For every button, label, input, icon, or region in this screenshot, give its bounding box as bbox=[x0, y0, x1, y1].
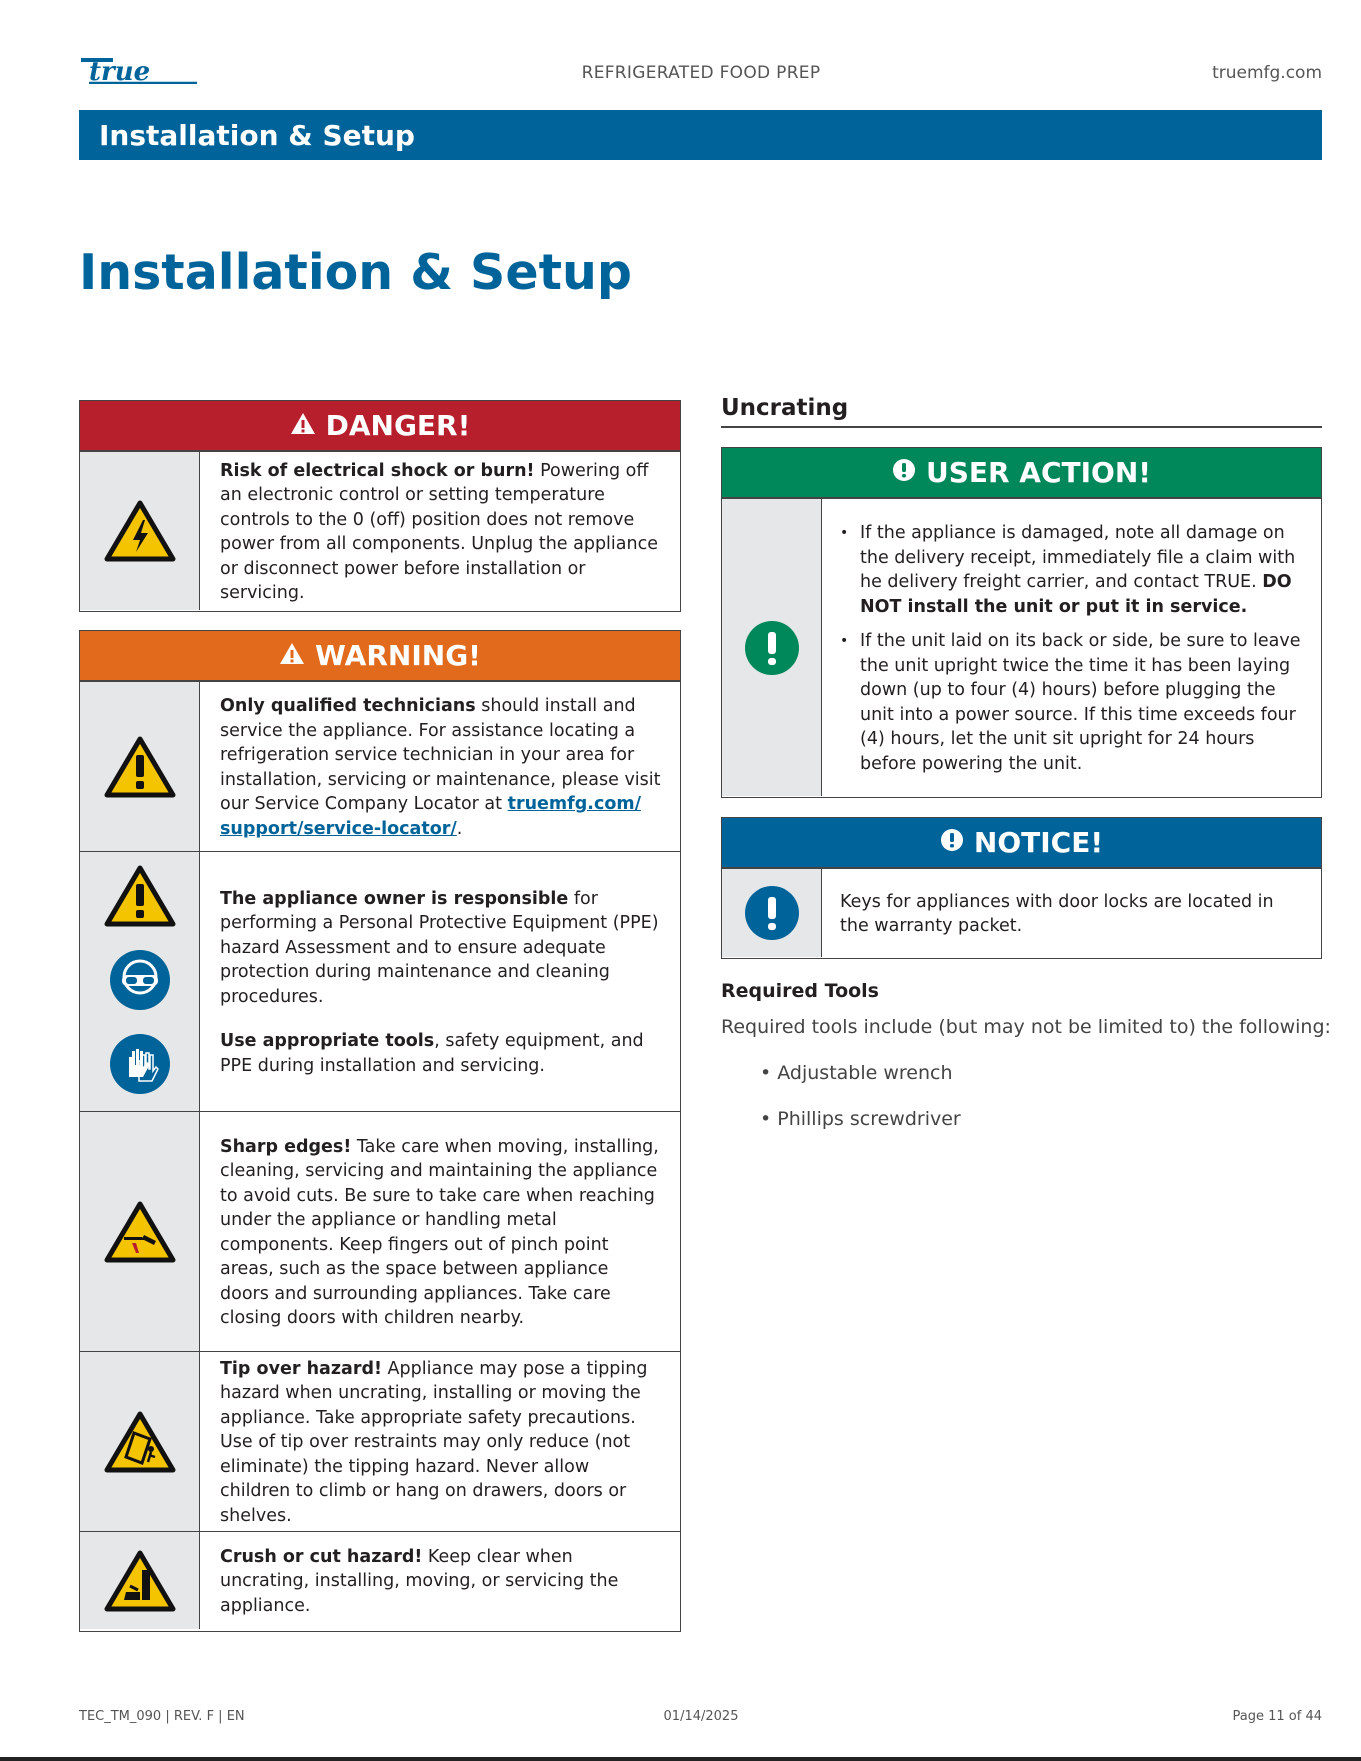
heading-divider bbox=[721, 426, 1322, 428]
sharp-edges-text: Sharp edges! Take care when moving, installing, cleaning, servicing and maintaining the appliance to avoid cuts. Be sure to take care when reaching under the appliance or handling metal components. Keep fingers out of pinch point areas, such as the space between appliance doors and surrounding appliances. Take care closing doors with children nearby. bbox=[220, 1136, 659, 1328]
crush-hazard-icon bbox=[80, 1532, 200, 1629]
protective-gloves-icon bbox=[109, 1033, 171, 1099]
qualified-technicians-text: Only qualified technicians should install and service the appliance. For assistance locating a refrigeration service technician in your area for installation, servicing or maintenance, please visit our Service Company Locator at truemfg.com/ support/service-locator/. bbox=[220, 696, 661, 839]
exclamation-circle-icon bbox=[940, 826, 964, 859]
danger-header bbox=[80, 401, 680, 451]
sharp-edges-icon bbox=[80, 1112, 200, 1351]
warning-triangle-icon bbox=[290, 409, 316, 442]
notice-header bbox=[722, 818, 1321, 868]
user-action-title: USER ACTION! bbox=[925, 456, 1152, 489]
general-warning-icon bbox=[104, 865, 176, 931]
ppe-icons bbox=[80, 852, 200, 1111]
warning-box bbox=[79, 630, 681, 1632]
list-item: • If the unit laid on its back or side, be sure to leave the unit upright twice the time it has been laying down (up to four (4) hours) before plugging the unit into a power source. If this time exceeds four (4) hours, let the unit sit upright for 24 hours before powering the unit. bbox=[840, 629, 1303, 776]
required-tools-intro: Required tools include (but may not be limited to) the following: bbox=[721, 1016, 1331, 1038]
list-item: • If the appliance is damaged, note all damage on the delivery receipt, immediately file a claim with he delivery freight carrier, and contact TRUE. DO NOT install the unit or put it in service. bbox=[840, 521, 1303, 619]
notice-box bbox=[721, 817, 1322, 959]
electrical-hazard-icon bbox=[80, 452, 200, 610]
notice-title: NOTICE! bbox=[973, 826, 1104, 859]
tools-list bbox=[760, 1062, 961, 1154]
uncrating-heading: Uncrating bbox=[721, 395, 849, 421]
section-bar: Installation & Setup bbox=[79, 110, 1322, 160]
general-warning-icon bbox=[80, 682, 200, 851]
page-bottom-edge bbox=[0, 1757, 1361, 1761]
document-date: 01/14/2025 bbox=[663, 1709, 739, 1724]
exclamation-circle-icon bbox=[892, 456, 916, 489]
service-locator-link[interactable]: truemfg.com/ support/service-locator/ bbox=[220, 794, 641, 839]
danger-text: Risk of electrical shock or burn! Powering off an electronic control or setting temperature controls to the 0 (off) position does not remove power from all components. Unplug the appliance or disconnect power before installation or servicing. bbox=[220, 460, 658, 603]
list-item: • Phillips screwdriver bbox=[760, 1108, 961, 1130]
danger-title: DANGER! bbox=[325, 409, 471, 442]
document-code: TEC_TM_090 | REV. F | EN bbox=[79, 1709, 245, 1724]
notice-exclamation-icon bbox=[722, 869, 822, 957]
safety-goggles-icon bbox=[109, 949, 171, 1015]
user-action-header bbox=[722, 448, 1321, 498]
warning-header bbox=[80, 631, 680, 681]
list-item: • Adjustable wrench bbox=[760, 1062, 953, 1084]
notice-text: Keys for appliances with door locks are located in the warranty packet. bbox=[840, 891, 1274, 936]
crush-hazard-text: Crush or cut hazard! Keep clear when uncrating, installing, moving, or servicing the appliance. bbox=[220, 1546, 619, 1616]
page-title: Installation & Setup bbox=[79, 244, 632, 301]
page-number: Page 11 of 44 bbox=[1232, 1709, 1322, 1724]
warning-title: WARNING! bbox=[315, 639, 481, 672]
mandatory-action-icon bbox=[722, 499, 822, 796]
required-tools-heading: Required Tools bbox=[721, 980, 879, 1002]
header-category: REFRIGERATED FOOD PREP bbox=[581, 63, 821, 83]
warning-triangle-icon bbox=[279, 639, 305, 672]
danger-box bbox=[79, 400, 681, 612]
header-website[interactable]: truemfg.com bbox=[1212, 63, 1322, 83]
user-action-box bbox=[721, 447, 1322, 798]
user-action-text bbox=[822, 499, 1321, 796]
tip-over-text: Tip over hazard! Appliance may pose a tipping hazard when uncrating, installing or moving the appliance. Take appropriate safety precautions. Use of tip over restraints may only reduce (not eliminate) the tipping hazard. Never allow children to climb or hang on drawers, doors or shelves. bbox=[220, 1358, 648, 1526]
logo-text: true bbox=[89, 57, 151, 84]
ppe-text: The appliance owner is responsible for performing a Personal Protective Equipment (PPE) hazard Assessment and to ensure adequate protection during maintenance and cleaning procedures. Use appropriate tools, safety equipment, and PPE during installation and servicing. bbox=[220, 888, 659, 1076]
tip-over-hazard-icon bbox=[80, 1352, 200, 1531]
